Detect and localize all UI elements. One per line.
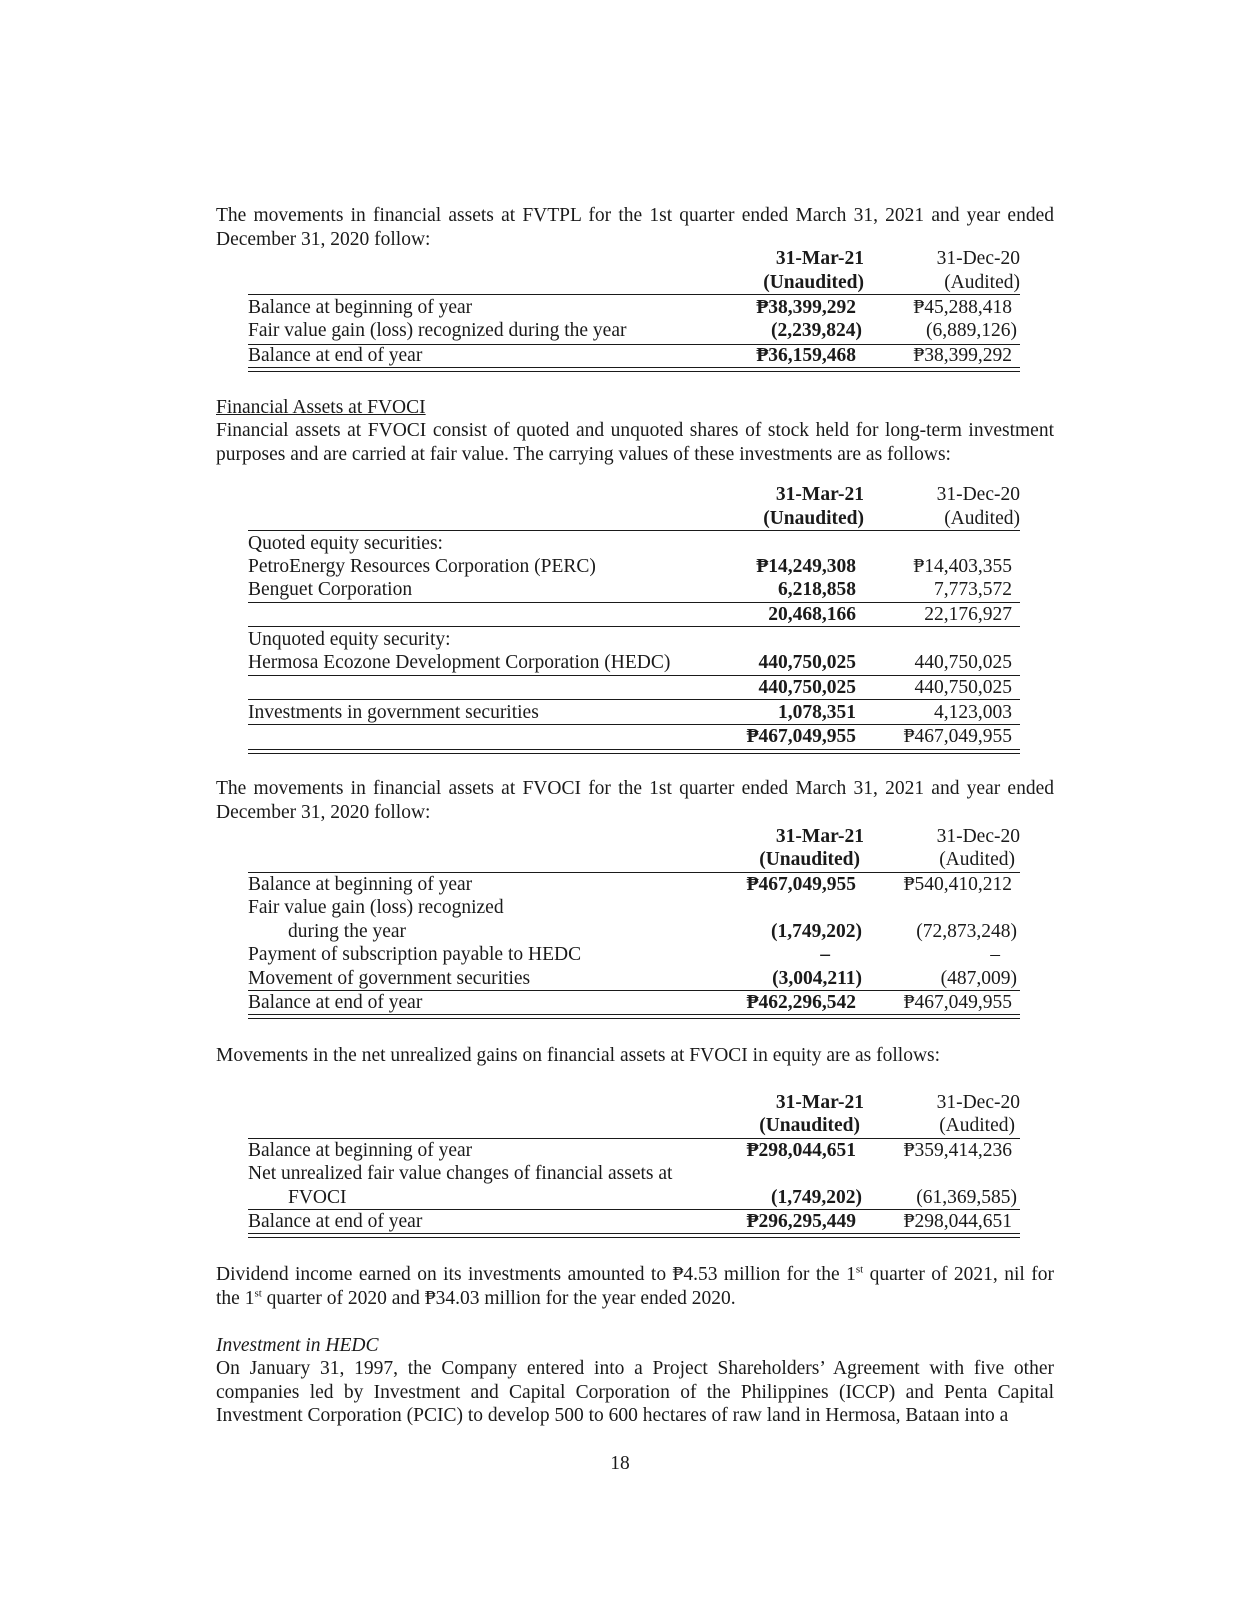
unr-col1-date: 31-Mar-21 xyxy=(775,1092,864,1113)
value-mar21: ₱462,296,542 xyxy=(746,992,856,1013)
value-mar21: (2,239,824) xyxy=(771,320,862,341)
table-row xyxy=(248,578,1020,602)
fvoci-col1-status: (Unaudited) xyxy=(763,508,864,529)
fvtpl-col2-status: (Audited) xyxy=(944,272,1020,293)
row-label: FVOCI xyxy=(288,1187,347,1208)
table-row xyxy=(248,920,1020,944)
mov-col2-date: 31-Dec-20 xyxy=(936,826,1020,847)
value-dec20: (72,873,248) xyxy=(916,921,1017,942)
row-label: Balance at beginning of year xyxy=(248,297,473,318)
value-mar21: ₱467,049,955 xyxy=(746,874,856,895)
value-mar21: 1,078,351 xyxy=(778,702,856,723)
table-row xyxy=(248,1210,1020,1234)
row-label: Balance at beginning of year xyxy=(248,874,473,895)
fvoci-col2-date: 31-Dec-20 xyxy=(936,484,1020,505)
fvoci-description: Financial assets at FVOCI consist of quoted and unquoted shares of stock held for long-term investment purposes and are carried at fair value. The carrying values of these investments are as follows: xyxy=(216,420,1054,465)
value-dec20: ₱38,399,292 xyxy=(913,345,1012,366)
mov-col2-status: (Audited) xyxy=(939,849,1015,870)
fvoci-heading: Financial Assets at FVOCI xyxy=(216,397,426,418)
row-label: Investments in government securities xyxy=(248,702,539,723)
value-dec20: (6,889,126) xyxy=(926,320,1017,341)
value-mar21: (1,749,202) xyxy=(771,1187,862,1208)
value-dec20: ₱467,049,955 xyxy=(903,992,1012,1013)
table-row xyxy=(248,967,1020,991)
hedc-paragraph: On January 31, 1997, the Company entered into a Project Shareholders’ Agreement with five other companies led by Investment and Capital Corporation of the Philippines (ICCP) and Penta Capital Investment Corporation (PCIC) to develop 500 to 600 hectares of raw land in Hermosa, Bataan into a xyxy=(216,1358,1054,1426)
ordinal-suffix: st xyxy=(855,1263,864,1276)
text-run: quarter of 2021, nil for the 1 xyxy=(216,1264,1054,1309)
value-mar21: (1,749,202) xyxy=(771,921,862,942)
table-row xyxy=(248,628,1020,652)
value-mar21: – xyxy=(820,944,830,965)
table-row xyxy=(248,344,1020,368)
value-dec20: ₱45,288,418 xyxy=(913,297,1012,318)
text-run: Dividend income earned on its investments amounted to ₱4.53 million for the 1 xyxy=(216,1264,856,1285)
fvtpl-col1-date: 31-Mar-21 xyxy=(775,248,864,269)
rule xyxy=(248,699,1020,700)
hedc-heading: Investment in HEDC xyxy=(216,1335,379,1356)
table-row xyxy=(248,943,1020,967)
value-mar21: ₱36,159,468 xyxy=(756,345,856,366)
table-row xyxy=(248,555,1020,579)
fvtpl-col1-status: (Unaudited) xyxy=(763,272,864,293)
row-label: during the year xyxy=(288,921,407,942)
unr-col2-date: 31-Dec-20 xyxy=(936,1092,1020,1113)
fvtpl-intro: The movements in financial assets at FVTPL for the 1st quarter ended March 31, 2021 and year ended December 31, 2020 follow: xyxy=(216,205,1054,250)
value-dec20: ₱359,414,236 xyxy=(903,1140,1012,1161)
rule xyxy=(248,626,1020,627)
fvoci-movements-intro: The movements in financial assets at FVOCI for the 1st quarter ended March 31, 2021 and year ended December 31, 2020 follow: xyxy=(216,778,1054,823)
unr-col2-status: (Audited) xyxy=(939,1115,1015,1136)
value-dec20: ₱298,044,651 xyxy=(903,1211,1012,1232)
mov-col1-status: (Unaudited) xyxy=(759,849,860,870)
table-row xyxy=(248,1162,1020,1186)
value-dec20: – xyxy=(990,944,1000,965)
page-number: 18 xyxy=(610,1453,630,1474)
total-row xyxy=(248,725,1020,749)
value-mar21: ₱296,295,449 xyxy=(746,1211,856,1232)
value-mar21: ₱298,044,651 xyxy=(746,1140,856,1161)
rule xyxy=(248,530,1020,531)
row-label: Hermosa Ecozone Development Corporation (HEDC) xyxy=(248,652,671,673)
section-label: Quoted equity securities: xyxy=(248,533,443,554)
rule xyxy=(248,294,1020,295)
row-label: Fair value gain (loss) recognized xyxy=(248,897,504,918)
table-row xyxy=(248,1139,1020,1163)
row-label: PetroEnergy Resources Corporation (PERC) xyxy=(248,556,596,577)
row-label: Net unrealized fair value changes of financial assets at xyxy=(248,1163,673,1184)
value-dec20: ₱467,049,955 xyxy=(903,726,1012,747)
double-rule xyxy=(248,749,1020,754)
value-mar21: ₱38,399,292 xyxy=(756,297,856,318)
table-row xyxy=(248,896,1020,920)
value-dec20: ₱540,410,212 xyxy=(903,874,1012,895)
value-mar21: 6,218,858 xyxy=(778,579,856,600)
value-dec20: (61,369,585) xyxy=(916,1187,1017,1208)
row-label: Balance at beginning of year xyxy=(248,1140,473,1161)
value-dec20: ₱14,403,355 xyxy=(913,556,1012,577)
value-mar21: (3,004,211) xyxy=(772,968,862,989)
value-dec20: 440,750,025 xyxy=(914,677,1012,698)
row-label: Balance at end of year xyxy=(248,345,423,366)
value-dec20: 22,176,927 xyxy=(924,604,1012,625)
row-label: Fair value gain (loss) recognized during the year xyxy=(248,320,627,341)
value-mar21: ₱14,249,308 xyxy=(756,556,856,577)
ordinal-suffix: st xyxy=(254,1287,262,1299)
value-mar21: 440,750,025 xyxy=(758,677,856,698)
value-dec20: 440,750,025 xyxy=(914,652,1012,673)
text-run: quarter of 2020 and ₱34.03 million for the year ended 2020. xyxy=(261,1287,736,1309)
table-row xyxy=(248,319,1020,343)
table-row xyxy=(248,701,1020,725)
table-row xyxy=(248,296,1020,320)
unr-col1-status: (Unaudited) xyxy=(759,1115,860,1136)
value-mar21: 20,468,166 xyxy=(768,604,856,625)
double-rule xyxy=(248,367,1020,372)
fvoci-col1-date: 31-Mar-21 xyxy=(775,484,864,505)
value-dec20: 7,773,572 xyxy=(934,579,1012,600)
dividend-paragraph xyxy=(216,1263,1054,1310)
row-label: Balance at end of year xyxy=(248,992,423,1013)
fvoci-col2-status: (Audited) xyxy=(944,508,1020,529)
value-dec20: 4,123,003 xyxy=(934,702,1012,723)
fvtpl-col2-date: 31-Dec-20 xyxy=(936,248,1020,269)
unrealized-intro: Movements in the net unrealized gains on financial assets at FVOCI in equity are as follows: xyxy=(216,1045,941,1066)
row-label: Payment of subscription payable to HEDC xyxy=(248,944,582,965)
double-rule xyxy=(248,1233,1020,1238)
table-row xyxy=(248,1186,1020,1210)
mov-col1-date: 31-Mar-21 xyxy=(775,826,864,847)
value-mar21: 440,750,025 xyxy=(758,652,856,673)
section-label: Unquoted equity security: xyxy=(248,629,451,650)
table-row xyxy=(248,532,1020,556)
subtotal-row xyxy=(248,603,1020,627)
table-row xyxy=(248,873,1020,897)
row-label: Balance at end of year xyxy=(248,1211,423,1232)
subtotal-row xyxy=(248,676,1020,700)
row-label: Movement of government securities xyxy=(248,968,531,989)
value-dec20: (487,009) xyxy=(940,968,1017,989)
table-row xyxy=(248,991,1020,1015)
table-row xyxy=(248,651,1020,675)
value-mar21: ₱467,049,955 xyxy=(746,726,856,747)
row-label: Benguet Corporation xyxy=(248,579,413,600)
double-rule xyxy=(248,1014,1020,1019)
